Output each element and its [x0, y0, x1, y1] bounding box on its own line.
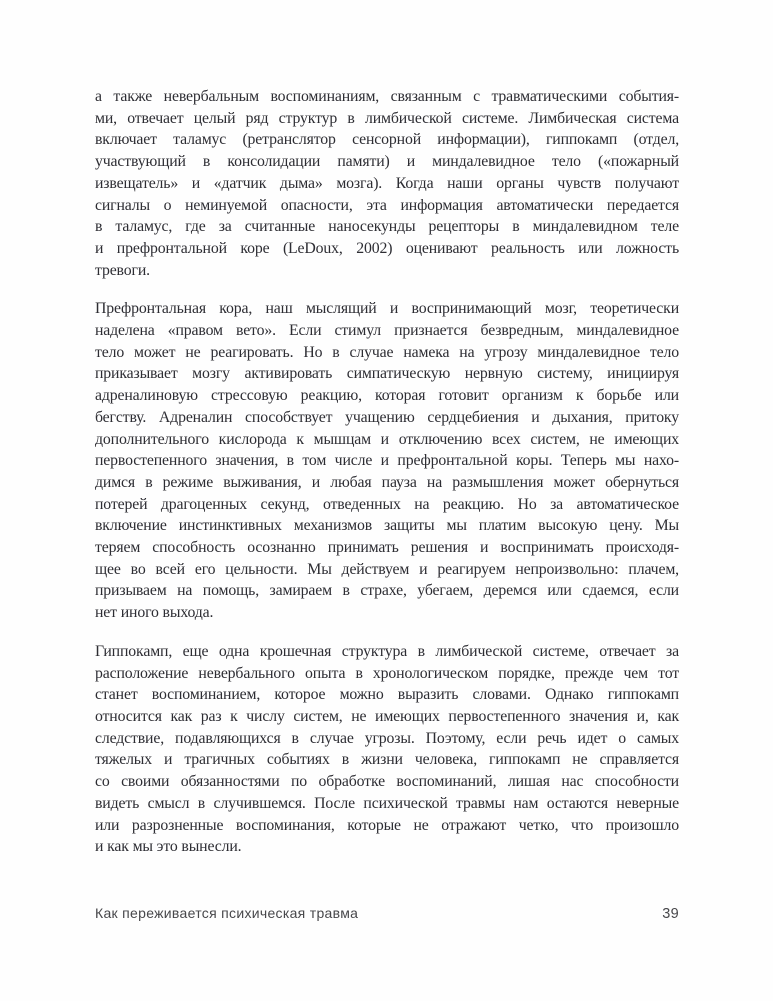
text-line: и как мы это вынесли. [95, 838, 242, 856]
text-block [95, 86, 679, 875]
text-line: тело может не реагировать. Но в случае намека на угрозу миндалевидное тело [95, 343, 679, 361]
text-line: призываем на помощь, замираем в страхе, убегаем, деремся или сдаемся, если [95, 582, 679, 600]
page-number: 39 [662, 906, 679, 922]
text-line: потерей драгоценных секунд, отведенных на реакцию. Но за автоматическое [95, 495, 679, 513]
text-line: извещатель» и «датчик дыма» мозга). Когда наши органы чувств получают [95, 174, 679, 192]
text-line: относится как раз к числу систем, не имеющих первостепенного значения и, как [95, 707, 679, 725]
paragraph [95, 641, 679, 858]
text-line: тяжелых и трагичных событиях в жизни человека, гиппокамп не справляется [95, 751, 679, 769]
text-line: сигналы о неминуемой опасности, эта информация автоматически передается [95, 196, 679, 214]
text-line: щее во всей его цельности. Мы действуем и реагируем непроизвольно: плачем, [95, 560, 679, 578]
text-line: Префронтальная кора, наш мыслящий и воспринимающий мозг, теоретически [95, 300, 679, 318]
text-line: дополнительного кислорода к мышцам и отключению всех систем, не имеющих [95, 430, 679, 448]
text-line: тревоги. [95, 261, 150, 279]
text-line: а также невербальным воспоминаниям, связанным с травматическими события- [95, 88, 679, 105]
text-line: нет иного выхода. [95, 604, 214, 622]
text-line: станет воспоминанием, которое можно выразить словами. Однако гиппокамп [95, 686, 679, 704]
text-line: включение инстинктивных механизмов защиты мы платим высокую цену. Мы [95, 517, 679, 535]
text-line: участвующий в консолидации памяти) и миндалевидное тело («пожарный [95, 153, 679, 171]
text-line: ми, отвечает целый ряд структур в лимбической системе. Лимбическая система [95, 109, 679, 127]
text-line: расположение невербального опыта в хронологическом порядке, прежде чем тот [95, 664, 679, 682]
running-title: Как переживается психическая травма [95, 905, 359, 921]
text-line: адреналиновую стрессовую реакцию, которая готовит организм к борьбе или [95, 387, 679, 405]
text-line: следствие, подавляющихся в случае угрозы. Поэтому, если речь идет о самых [95, 729, 679, 747]
text-line: со своими обязанностями по обработке воспоминаний, лишая нас способности [95, 773, 679, 791]
text-line: первостепенного значения, в том числе и префронтальной коры. Теперь мы нахо- [95, 452, 679, 470]
text-line: теряем способность осознанно принимать решения и воспринимать происходя- [95, 539, 679, 557]
text-line: и префронтальной коре (LeDoux, 2002) оценивают реальность или ложность [95, 239, 679, 257]
paragraph [95, 298, 679, 624]
footer [95, 905, 679, 922]
text-line: включает таламус (ретранслятор сенсорной информации), гиппокамп (отдел, [95, 131, 679, 149]
text-line: или разрозненные воспоминания, которые не отражают четко, что произошло [95, 816, 679, 834]
text-line: приказывает мозгу активировать симпатическую нервную систему, инициируя [95, 365, 679, 383]
text-line: наделена «правом вето». Если стимул признается безвредным, миндалевидное [95, 322, 679, 340]
text-line: в таламус, где за считанные наносекунды рецепторы в миндалевидном теле [95, 218, 679, 236]
text-line: Гиппокамп, еще одна крошечная структура в лимбической системе, отвечает за [95, 642, 679, 660]
text-line: димся в режиме выживания, и любая пауза на размышления может обернуться [95, 473, 679, 491]
text-line: бегству. Адреналин способствует учащению сердцебиения и дыхания, притоку [95, 408, 679, 426]
paragraph [95, 86, 679, 281]
text-line: видеть смысл в случившемся. После психической травмы нам остаются неверные [95, 794, 679, 812]
